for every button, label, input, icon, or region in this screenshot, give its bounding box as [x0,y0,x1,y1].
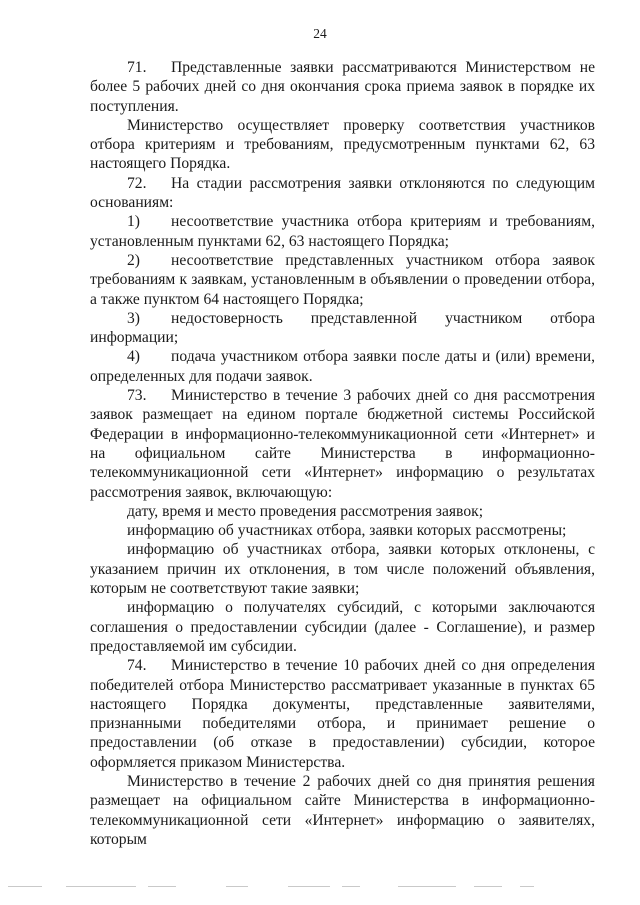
paragraph-73 [90,386,595,502]
scan-dash [148,886,176,887]
list-item-2 [90,251,595,309]
item-number: 4) [127,348,140,366]
page-number: 24 [313,26,327,41]
paragraph-number: 71. [127,59,147,76]
paragraph-text: информацию об участниках отбора, заявки которых отклонены, с указанием причин их отклонения, в том числе положений объявления, которым не соответствуют такие заявки; [90,541,595,598]
scan-dash [66,886,136,887]
paragraph-71-continued [90,116,595,174]
paragraph-74 [90,656,595,772]
paragraph-text: На стадии рассмотрения заявки отклоняются по следующим основаниям: [90,174,595,212]
scan-dash [288,886,330,887]
scan-dash [398,886,456,887]
paragraph-number: 73. [127,387,147,405]
item-number: 1) [127,213,140,231]
list-item-4 [90,347,595,386]
paragraph-73-date [90,502,595,521]
paragraph-73-recipients [90,598,595,656]
paragraph-text: информацию об участниках отбора, заявки которых рассмотрены; [127,522,567,540]
paragraph-text: Министерство в течение 3 рабочих дней со дня рассмотрения заявок размещает на едином портале бюджетной системы Российской Федерации в информационно-телекоммуникационной сети «Интернет» и на официальном сайте Министерства в информационно-телекоммуникационной сети «Интернет» информацию о результатах рассмотрения заявок, включающую: [90,387,595,501]
list-item-1 [90,212,595,251]
paragraph-text: Министерство в течение 10 рабочих дней со дня определения победителей отбора Министерство рассматривает указанные в пунктах 65 настоящего Порядка документы, представленные заявителями, признанными победителями отбора, и принимает решение о предоставлении (об отказе в предоставлении) субсидии, которое оформляется приказом Министерства. [90,657,595,771]
paragraph-72 [90,174,595,213]
scan-dash [474,886,502,887]
scan-dash [226,886,248,887]
paragraph-73-reviewed [90,521,595,540]
scan-dash [520,886,534,887]
paragraph-text: Представленные заявки рассматриваются Министерством не более 5 рабочих дней со дня окончания срока приема заявок в порядке их поступления. [90,59,595,115]
paragraph-text: информацию о получателях субсидий, с которыми заключаются соглашения о предоставлении субсидии (далее - Соглашение), и размер предоставляемой им субсидии. [90,599,595,655]
item-number: 2) [127,251,140,269]
paragraph-text: Министерство осуществляет проверку соответствия участников отбора критериям и требованиям, предусмотренным пунктами 62, 63 настоящего Порядка. [90,116,595,173]
item-text: недостоверность представленной участником отбора информации; [90,309,595,347]
paragraph-text: Министерство в течение 2 рабочих дней со дня принятия решения размещает на официальном сайте Министерства в информационно-телекоммуникационной сети «Интернет» информацию о заявителях, которым [90,772,595,848]
item-number: 3) [127,309,140,327]
item-text: подача участником отбора заявки после даты и (или) времени, определенных для подачи заявок. [90,348,595,385]
paragraph-number: 72. [127,174,147,192]
document-body [90,58,595,849]
item-text: несоответствие представленных участником отбора заявок требованиям к заявкам, установленным в объявлении о проведении отбора, а также пунктом 64 настоящего Порядка; [90,251,595,308]
scan-artifact-line [0,883,640,891]
scan-dash [8,886,42,887]
paragraph-number: 74. [127,657,147,675]
item-text: несоответствие участника отбора критериям и требованиям, установленным пунктами 62, 63 настоящего Порядка; [90,213,595,250]
paragraph-74-continued [90,772,595,849]
paragraph-73-rejected [90,540,595,598]
paragraph-71 [90,58,595,116]
paragraph-text: дату, время и место проведения рассмотрения заявок; [127,502,484,520]
scan-dash [342,886,360,887]
list-item-3 [90,309,595,348]
